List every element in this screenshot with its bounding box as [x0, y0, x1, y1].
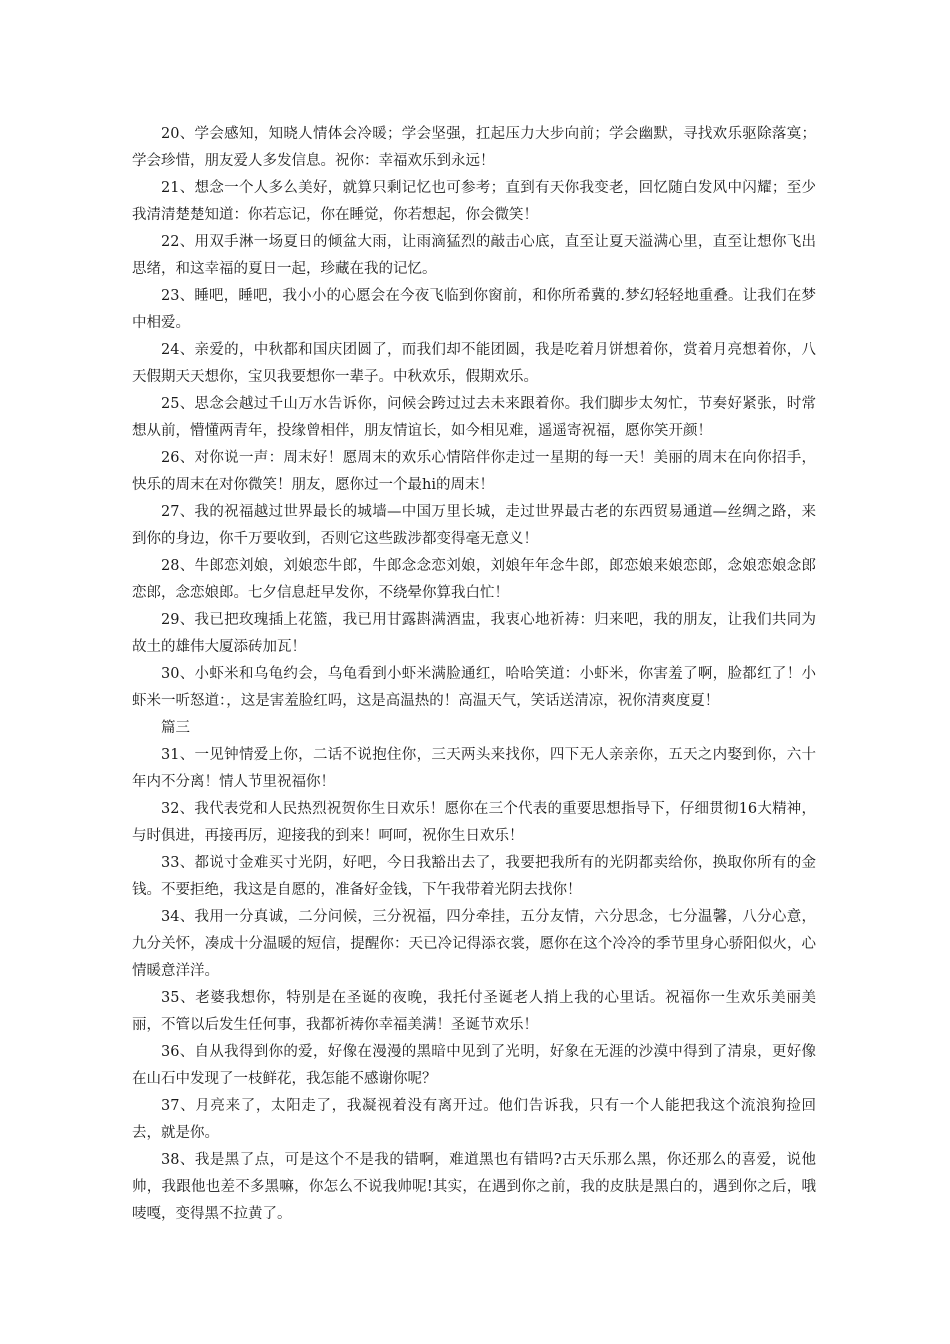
paragraph-27: 27、我的祝福越过世界最长的城墙—中国万里长城，走过世界最古老的东西贸易通道—丝绸之路，来到你的身边，你千万要收到，否则它这些跋涉都变得毫无意义！: [132, 504, 816, 547]
section-heading: 篇三: [161, 720, 190, 736]
paragraph-31: 31、一见钟情爱上你，二话不说抱住你，三天两头来找你，四下无人亲亲你，五天之内娶到你，六十年内不分离！情人节里祝福你！: [132, 747, 816, 790]
paragraph-24: 24、亲爱的，中秋都和国庆团圆了，而我们却不能团圆，我是吃着月饼想着你，赏着月亮想着你，八天假期天天想你，宝贝我要想你一辈子。中秋欢乐，假期欢乐。: [132, 342, 816, 385]
paragraph-30: 30、小虾米和乌龟约会，乌龟看到小虾米满脸通红，哈哈笑道：小虾米，你害羞了啊，脸都红了！小虾米一听怒道：，这是害羞脸红吗，这是高温热的！高温天气，笑话送清凉，祝你清爽度夏！: [132, 666, 816, 709]
paragraph-38: 38、我是黑了点，可是这个不是我的错啊，难道黑也有错吗?古天乐那么黑，你还那么的喜爱，说他帅，我跟他也差不多黑嘛，你怎么不说我帅呢!其实，在遇到你之前，我的皮肤是黑白的，遇到你之后，哦唛嘎，变得黑不拉黄了。: [132, 1152, 816, 1222]
paragraph-29: 29、我已把玫瑰插上花篮，我已用甘露斟满酒盅，我衷心地祈祷：归来吧，我的朋友，让我们共同为故土的雄伟大厦添砖加瓦！: [132, 612, 816, 655]
paragraph-33: 33、都说寸金难买寸光阴，好吧，今日我豁出去了，我要把我所有的光阴都卖给你，换取你所有的金钱。不要拒绝，我这是自愿的，准备好金钱，下午我带着光阴去找你！: [132, 855, 816, 898]
document-body: [132, 121, 816, 1228]
paragraph-28: 28、牛郎恋刘娘，刘娘恋牛郎，牛郎念念恋刘娘，刘娘年年念牛郎，郎恋娘来娘恋郎，念娘恋娘念郎恋郎，念恋娘郎。七夕信息赶早发你，不绕晕你算我白忙！: [132, 558, 816, 601]
paragraph-34: 34、我用一分真诚，二分问候，三分祝福，四分牵挂，五分友情，六分思念，七分温馨，八分心意，九分关怀，凑成十分温暖的短信，提醒你：天已冷记得添衣裳，愿你在这个冷冷的季节里身心骄阳似火，心情暖意洋洋。: [132, 909, 816, 979]
paragraph-20: 20、学会感知，知晓人情体会冷暖；学会坚强，扛起压力大步向前；学会幽默，寻找欢乐驱除落寞；学会珍惜，朋友爱人多发信息。祝你：幸福欢乐到永远！: [132, 126, 816, 169]
paragraph-32: 32、我代表党和人民热烈祝贺你生日欢乐！愿你在三个代表的重要思想指导下，仔细贯彻16大精神，与时俱进，再接再厉，迎接我的到来！呵呵，祝你生日欢乐！: [132, 801, 816, 844]
paragraph-25: 25、思念会越过千山万水告诉你，问候会跨过过去未来跟着你。我们脚步太匆忙，节奏好紧张，时常想从前，懵懂两青年，投缘曾相伴，朋友情谊长，如今相见难，遥遥寄祝福，愿你笑开颜！: [132, 396, 816, 439]
paragraph-23: 23、睡吧，睡吧，我小小的心愿会在今夜飞临到你窗前，和你所希冀的.梦幻轻轻地重叠。让我们在梦中相爱。: [132, 288, 816, 331]
paragraph-21: 21、想念一个人多么美好，就算只剩记忆也可参考；直到有天你我变老，回忆随白发风中闪耀；至少我清清楚楚知道：你若忘记，你在睡觉，你若想起，你会微笑！: [132, 180, 816, 223]
paragraph-37: 37、月亮来了，太阳走了，我凝视着没有离开过。他们告诉我，只有一个人能把我这个流浪狗捡回去，就是你。: [132, 1098, 816, 1141]
paragraph-22: 22、用双手淋一场夏日的倾盆大雨，让雨滴猛烈的敲击心底，直至让夏天溢满心里，直至让想你飞出思绪，和这幸福的夏日一起，珍藏在我的记忆。: [132, 234, 816, 277]
paragraph-26: 26、对你说一声：周末好！愿周末的欢乐心情陪伴你走过一星期的每一天！美丽的周末在向你招手，快乐的周末在对你微笑！朋友，愿你过一个最hi的周末！: [132, 450, 816, 493]
paragraph-36: 36、自从我得到你的爱，好像在漫漫的黑暗中见到了光明，好象在无涯的沙漠中得到了清泉，更好像在山石中发现了一枝鲜花，我怎能不感谢你呢？: [132, 1044, 816, 1087]
paragraph-35: 35、老婆我想你，特别是在圣诞的夜晚，我托付圣诞老人捎上我的心里话。祝福你一生欢乐美丽美丽，不管以后发生任何事，我都祈祷你幸福美满！圣诞节欢乐！: [132, 990, 816, 1033]
